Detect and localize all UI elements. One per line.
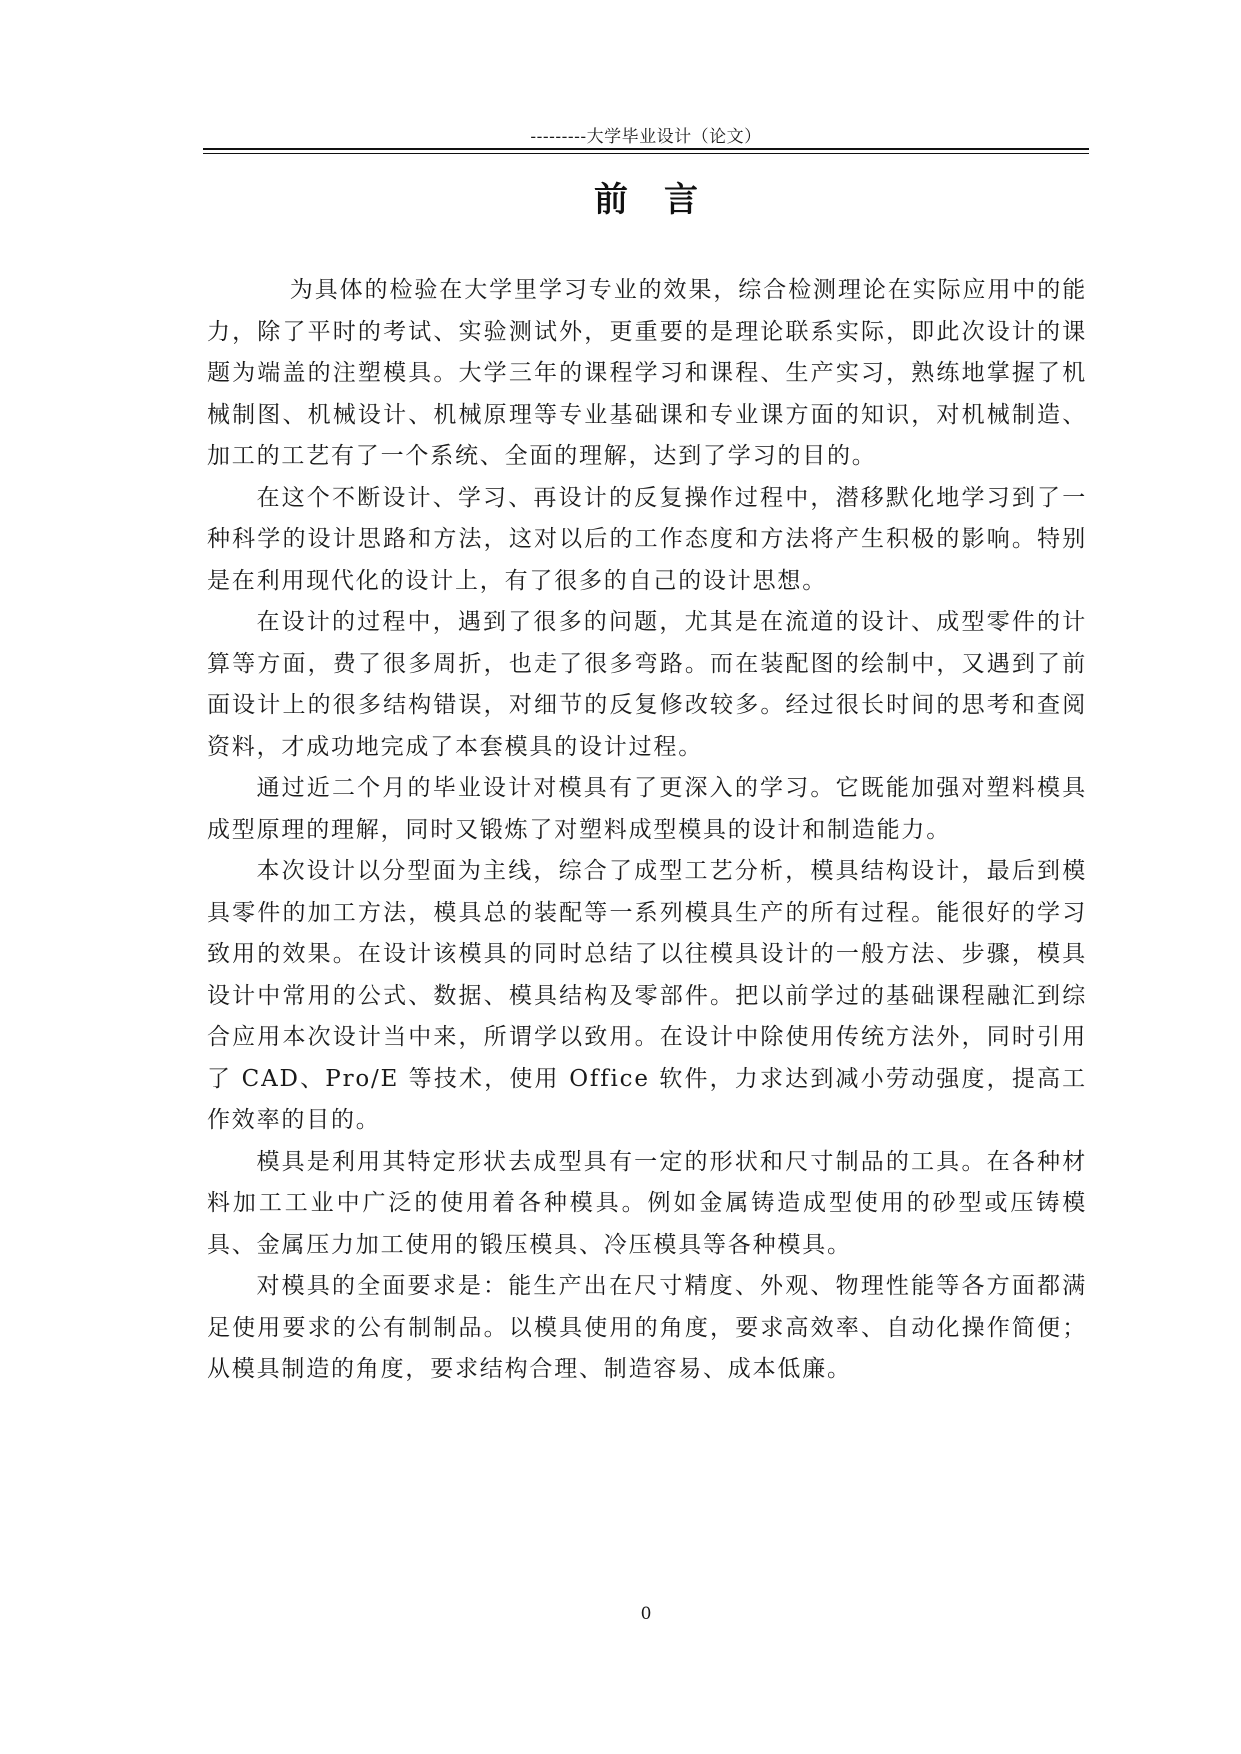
page-title: 前言	[594, 180, 734, 220]
page-number: 0	[640, 1604, 652, 1624]
paragraph-5: 本次设计以分型面为主线，综合了成型工艺分析，模具结构设计，最后到模具零件的加工方法，模具总的装配等一系列模具生产的所有过程。能很好的学习致用的效果。在设计该模具的同时总结了以往模具设计的一般方法、步骤，模具设计中常用的公式、数据、模具结构及零部件。把以前学过的基础课程融汇到综合应用本次设计当中来，所谓学以致用。在设计中除使用传统方法外，同时引用了 CAD、Pro/E 等技术，使用 Office 软件，力求达到减小劳动强度，提高工作效率的目的。	[207, 858, 1087, 1133]
header-rule-thick	[203, 148, 1089, 150]
paragraph-3: 在设计的过程中，遇到了很多的问题，尤其是在流道的设计、成型零件的计算等方面，费了很多周折，也走了很多弯路。而在装配图的绘制中，又遇到了前面设计上的很多结构错误，对细节的反复修改较多。经过很长时间的思考和查阅资料，才成功地完成了本套模具的设计过程。	[207, 609, 1087, 760]
paragraph-4: 通过近二个月的毕业设计对模具有了更深入的学习。它既能加强对塑料模具成型原理的理解，同时又锻炼了对塑料成型模具的设计和制造能力。	[207, 775, 1087, 843]
header-rule-thin	[203, 153, 1089, 154]
paragraph-2: 在这个不断设计、学习、再设计的反复操作过程中，潜移默化地学习到了一种科学的设计思路和方法，这对以后的工作态度和方法将产生积极的影响。特别是在利用现代化的设计上，有了很多的自己的设计思想。	[207, 484, 1087, 594]
paragraph-1: 为具体的检验在大学里学习专业的效果，综合检测理论在实际应用中的能力，除了平时的考试、实验测试外，更重要的是理论联系实际，即此次设计的课题为端盖的注塑模具。大学三年的课程学习和课程、生产实习，熟练地掌握了机械制图、机械设计、机械原理等专业基础课和专业课方面的知识，对机械制造、加工的工艺有了一个系统、全面的理解，达到了学习的目的。	[207, 277, 1087, 469]
body-text	[207, 270, 1087, 1391]
running-header: ---------大学毕业设计（论文）	[530, 127, 762, 147]
paragraph-6: 模具是利用其特定形状去成型具有一定的形状和尺寸制品的工具。在各种材料加工工业中广泛的使用着各种模具。例如金属铸造成型使用的砂型或压铸模具、金属压力加工使用的锻压模具、冷压模具等各种模具。	[207, 1148, 1087, 1258]
paragraph-7: 对模具的全面要求是：能生产出在尺寸精度、外观、物理性能等各方面都满足使用要求的公有制制品。以模具使用的角度，要求高效率、自动化操作简便；从模具制造的角度，要求结构合理、制造容易、成本低廉。	[207, 1273, 1087, 1382]
